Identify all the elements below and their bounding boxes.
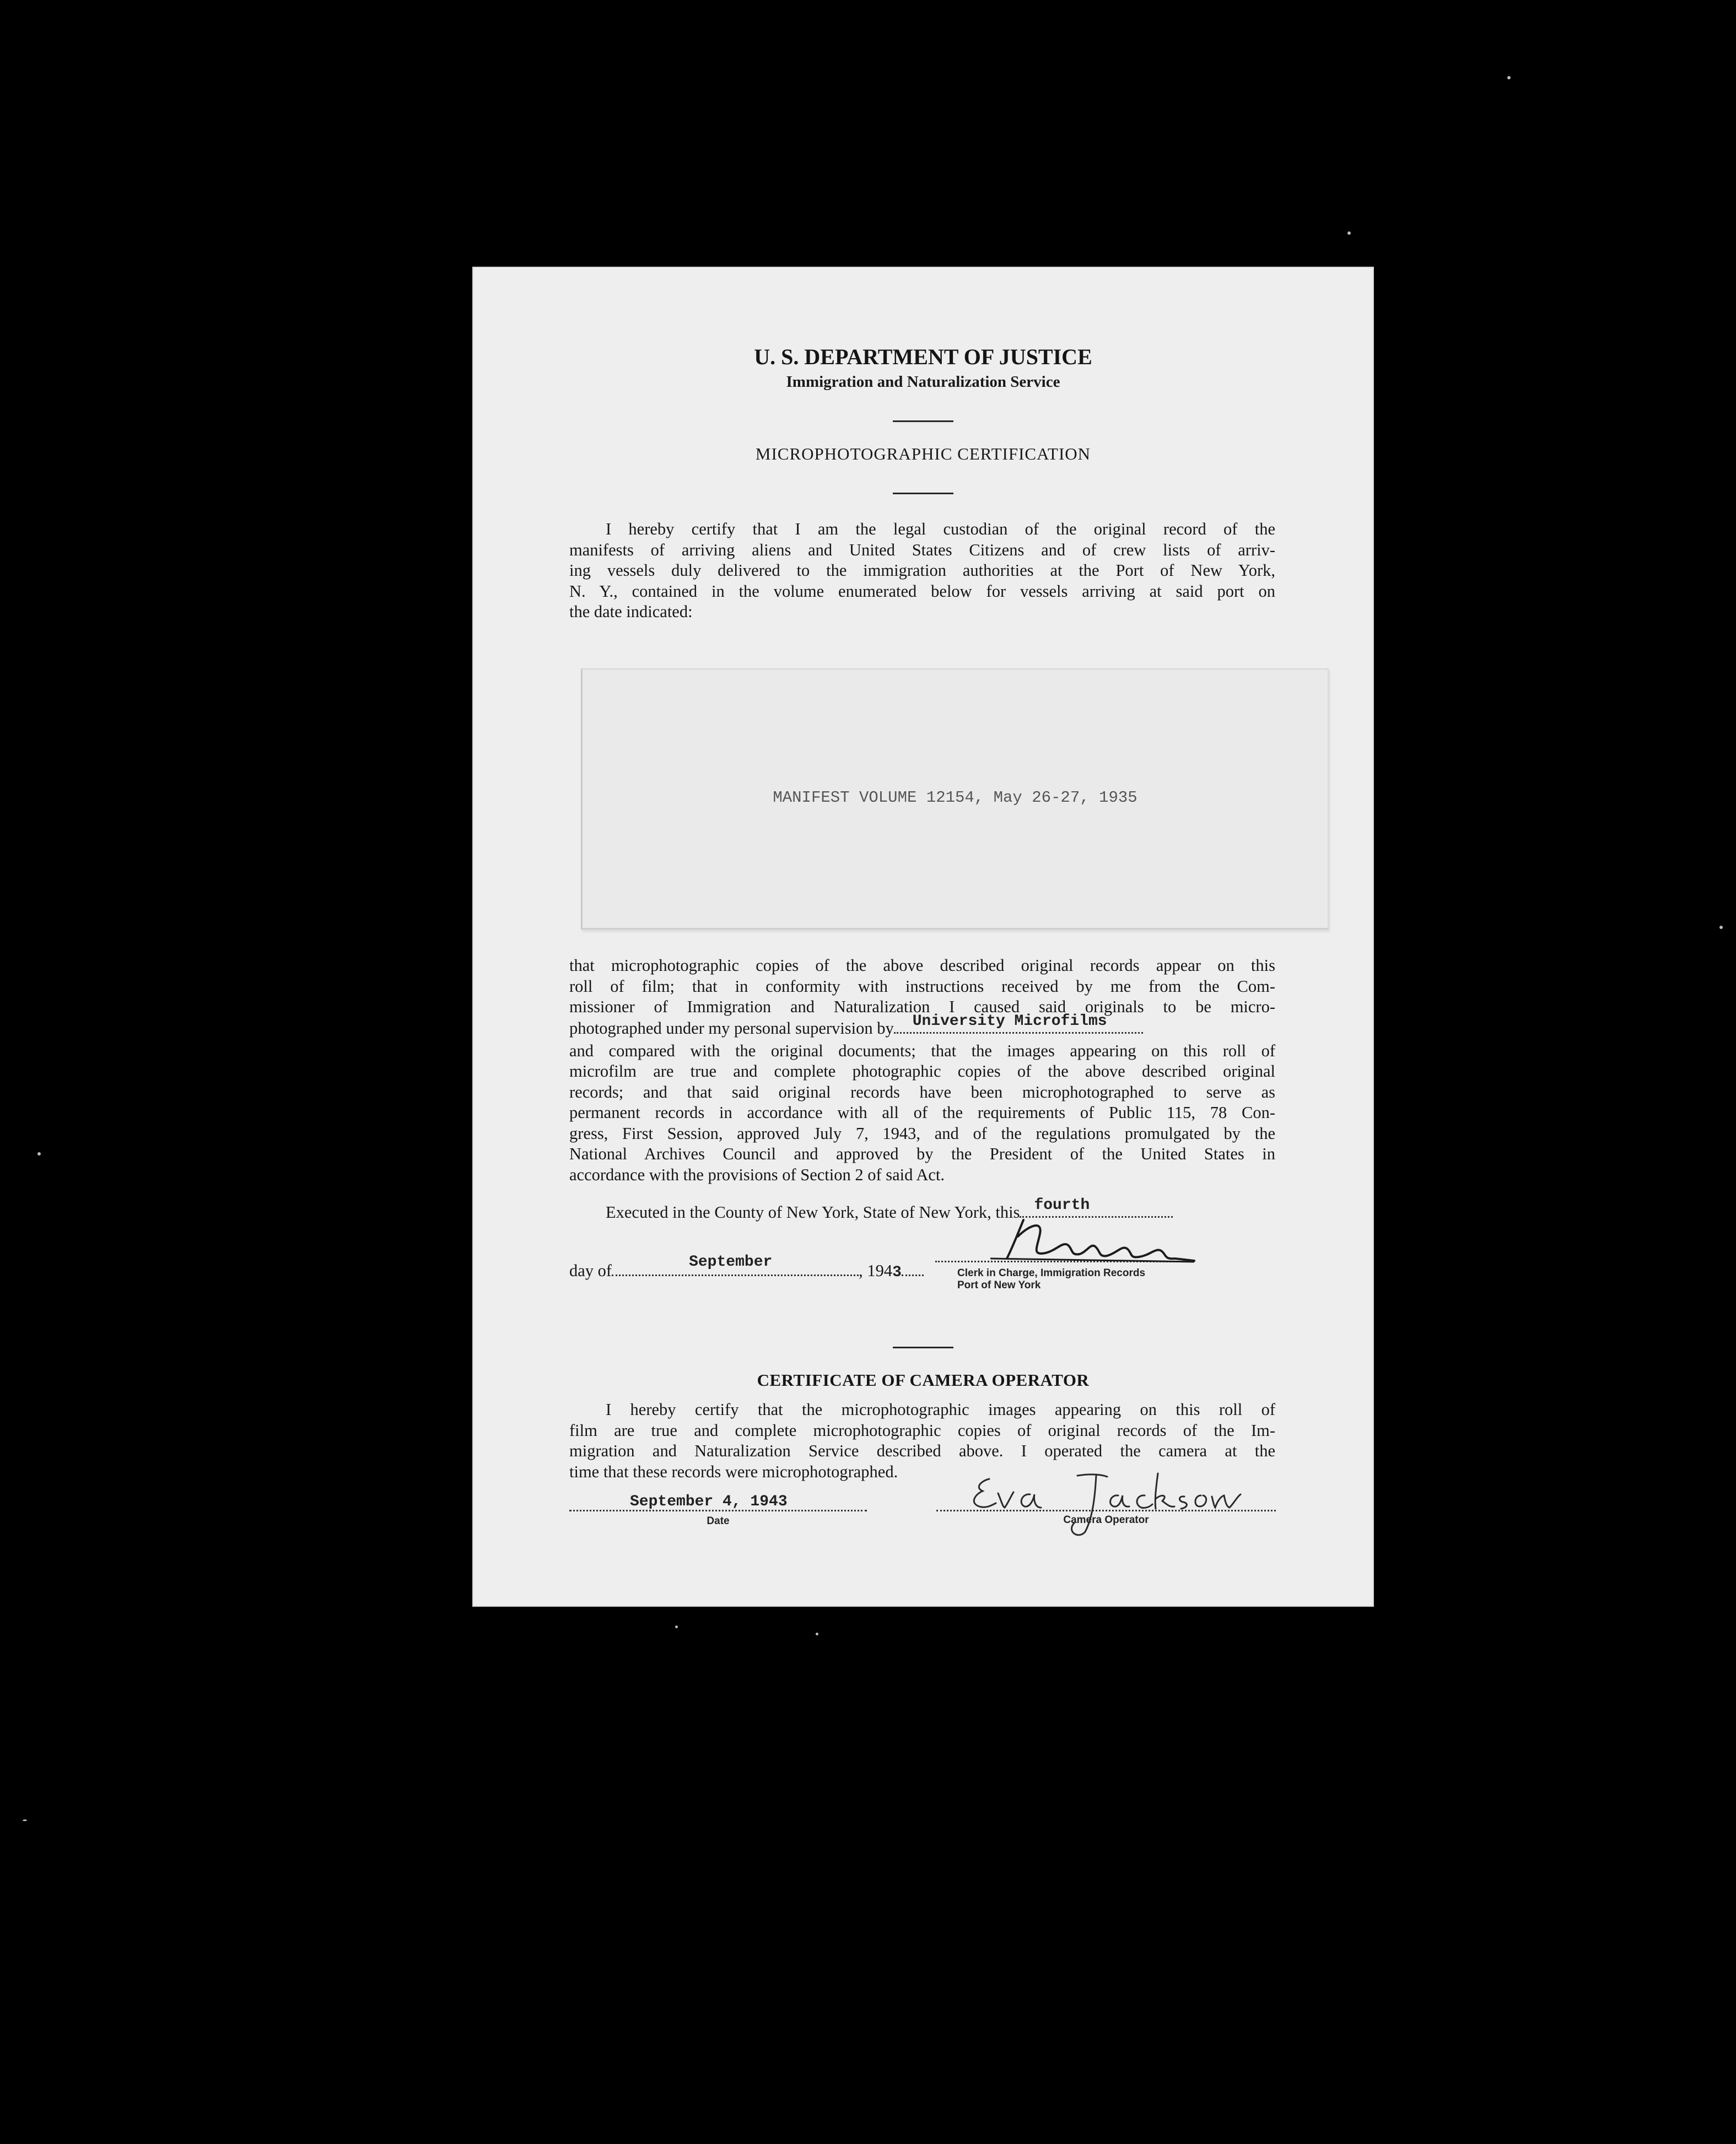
divider-rule bbox=[893, 420, 953, 422]
manifest-volume-label: MANIFEST VOLUME 12154, May 26-27, 1935 bbox=[773, 789, 1137, 807]
clerk-signature-block bbox=[935, 1203, 1200, 1292]
body-line: roll of film; that in conformity with instructions received by me from the Com- bbox=[569, 976, 1275, 996]
background-speck bbox=[1507, 76, 1511, 79]
camera-line: I hereby certify that the microphotographic images appearing on this roll of bbox=[606, 1400, 1275, 1419]
year-prefix: , 194 bbox=[859, 1261, 893, 1280]
body-paragraph bbox=[569, 955, 1275, 1185]
divider-rule bbox=[893, 493, 953, 494]
date-value: September 4, 1943 bbox=[630, 1493, 788, 1510]
background-speck bbox=[1719, 926, 1723, 929]
body-line: that microphotographic copies of the above described original records appear on this bbox=[569, 956, 1275, 975]
date-field bbox=[569, 1491, 867, 1535]
intro-line: I hereby certify that I am the legal custodian of the original record of the bbox=[606, 520, 1275, 538]
year-digit: 3 bbox=[892, 1263, 902, 1281]
divider-rule bbox=[893, 1347, 953, 1348]
intro-line: manifests of arriving aliens and United States Citizens and of crew lists of arriv- bbox=[569, 540, 1275, 559]
body-line: microfilm are true and complete photographic copies of the above described original bbox=[569, 1062, 1275, 1081]
operator-label: Camera Operator bbox=[1063, 1514, 1149, 1526]
background-speck bbox=[23, 1819, 27, 1821]
clerk-signature bbox=[935, 1203, 1200, 1270]
camera-line: time that these records were microphotographed. bbox=[569, 1462, 898, 1481]
body-line: accordance with the provisions of Section 2 of said Act. bbox=[569, 1165, 945, 1184]
supervisor-fill-line bbox=[894, 1012, 1143, 1034]
camera-line: migration and Naturalization Service described above. I operated the camera at the bbox=[569, 1441, 1275, 1460]
day-value: fourth bbox=[1034, 1197, 1090, 1214]
clerk-office: Port of New York bbox=[957, 1279, 1041, 1291]
background-speck bbox=[1347, 231, 1351, 235]
service-subheading: Immigration and Naturalization Service bbox=[786, 373, 1060, 391]
supervision-prefix: photographed under my personal supervision by bbox=[569, 1018, 894, 1038]
intro-paragraph bbox=[569, 519, 1275, 623]
certification-document bbox=[472, 267, 1374, 1607]
body-line: gress, First Session, approved July 7, 1943, and of the regulations promulgated by the bbox=[569, 1124, 1275, 1143]
department-heading: U. S. DEPARTMENT OF JUSTICE bbox=[754, 344, 1092, 369]
operator-field bbox=[936, 1462, 1276, 1540]
body-line: National Archives Council and approved by the President of the United States in bbox=[569, 1144, 1275, 1163]
intro-line: ing vessels duly delivered to the immigration authorities at the Port of New York, bbox=[569, 561, 1275, 580]
body-line: permanent records in accordance with all of the requirements of Public 115, 78 Con- bbox=[569, 1103, 1275, 1122]
year-fill-line bbox=[902, 1260, 924, 1276]
camera-line: film are true and complete microphotographic copies of original records of the Im- bbox=[569, 1421, 1275, 1440]
background-speck bbox=[675, 1625, 678, 1628]
day-of-label: day of bbox=[569, 1261, 612, 1280]
executed-prefix: Executed in the County of New York, State of New York, this bbox=[606, 1203, 1020, 1222]
intro-line: N. Y., contained in the volume enumerated below for vessels arriving at said port on bbox=[569, 581, 1275, 601]
body-line: records; and that said original records have been microphotographed to serve as bbox=[569, 1082, 1275, 1101]
month-fill-line bbox=[612, 1253, 859, 1276]
month-value: September bbox=[689, 1253, 773, 1271]
operator-signature bbox=[936, 1462, 1276, 1540]
manifest-volume-card bbox=[581, 668, 1329, 930]
intro-line: the date indicated: bbox=[569, 602, 693, 621]
clerk-title: Clerk in Charge, Immigration Records bbox=[957, 1267, 1146, 1279]
date-label: Date bbox=[707, 1515, 730, 1527]
background-speck bbox=[37, 1152, 41, 1155]
camera-certificate-title: CERTIFICATE OF CAMERA OPERATOR bbox=[757, 1370, 1090, 1390]
background-speck bbox=[816, 1633, 818, 1635]
body-line: and compared with the original documents; that the images appearing on this roll of bbox=[569, 1041, 1275, 1060]
supervisor-value: University Microfilms bbox=[912, 1012, 1107, 1030]
supervision-line bbox=[569, 1012, 1275, 1041]
certification-title: MICROPHOTOGRAPHIC CERTIFICATION bbox=[755, 444, 1091, 463]
body-line: missioner of Immigration and Naturalization I caused said originals to be micro- bbox=[569, 997, 1275, 1016]
clerk-caption bbox=[957, 1267, 1145, 1292]
